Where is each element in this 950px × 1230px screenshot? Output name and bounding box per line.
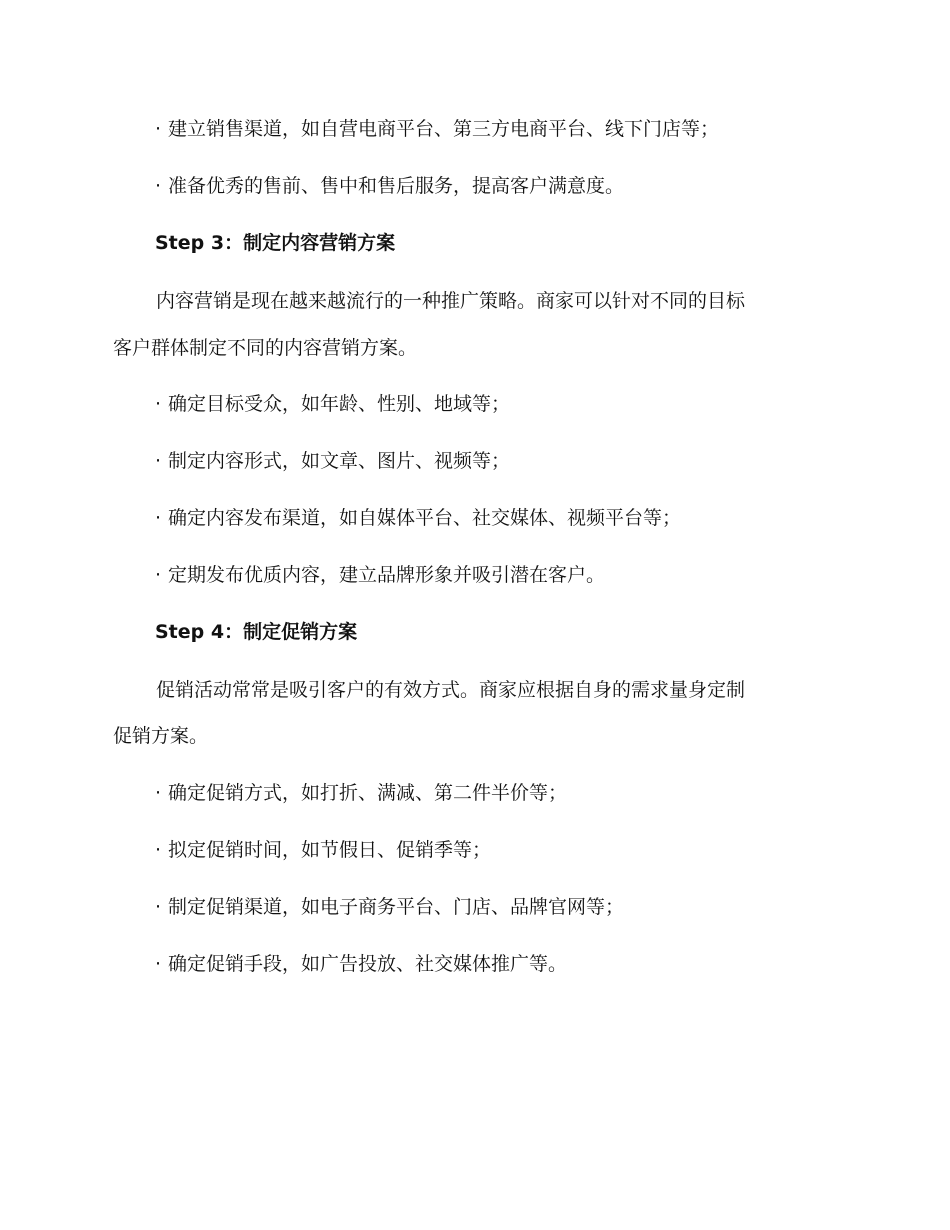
bullet-item [0, 504, 950, 532]
bullet-dot: · [155, 118, 162, 140]
bullet-text: 确定内容发布渠道，如自媒体平台、社交媒体、视频平台等； [168, 507, 682, 529]
step4-paragraph-line: 促销活动常常是吸引客户的有效方式。商家应根据自身的需求量身定制 [156, 679, 746, 701]
bullet-item [0, 893, 950, 921]
bullet-text: 制定促销渠道，如电子商务平台、门店、品牌官网等； [168, 896, 625, 918]
bullet-item [0, 390, 950, 418]
bullet-dot: · [155, 839, 162, 861]
step3-paragraph-line: 内容营销是现在越来越流行的一种推广策略。商家可以针对不同的目标 [156, 290, 746, 312]
bullet-item [0, 561, 950, 589]
step4-heading: Step 4：制定促销方案 [155, 621, 358, 643]
bullet-text: 确定目标受众，如年龄、性别、地域等； [168, 393, 511, 415]
bullet-dot: · [155, 564, 162, 586]
bullet-dot: · [155, 953, 162, 975]
bullet-text: 拟定促销时间，如节假日、促销季等； [168, 839, 492, 861]
bullet-dot: · [155, 896, 162, 918]
bullet-item [0, 172, 950, 200]
bullet-text: 建立销售渠道，如自营电商平台、第三方电商平台、线下门店等； [168, 118, 720, 140]
bullet-item [0, 447, 950, 475]
step3-paragraph-line: 客户群体制定不同的内容营销方案。 [113, 337, 418, 359]
bullet-item [0, 115, 950, 143]
bullet-text: 定期发布优质内容，建立品牌形象并吸引潜在客户。 [168, 564, 606, 586]
step3-heading: Step 3：制定内容营销方案 [155, 232, 396, 254]
bullet-dot: · [155, 175, 162, 197]
bullet-dot: · [155, 507, 162, 529]
bullet-text: 确定促销方式，如打折、满减、第二件半价等； [168, 782, 568, 804]
bullet-text: 确定促销手段，如广告投放、社交媒体推广等。 [168, 953, 568, 975]
bullet-item [0, 950, 950, 978]
bullet-text: 准备优秀的售前、售中和售后服务，提高客户满意度。 [168, 175, 625, 197]
bullet-item [0, 836, 950, 864]
step4-paragraph-line: 促销方案。 [113, 725, 209, 747]
bullet-text: 制定内容形式，如文章、图片、视频等； [168, 450, 511, 472]
bullet-dot: · [155, 450, 162, 472]
bullet-dot: · [155, 393, 162, 415]
bullet-item [0, 779, 950, 807]
bullet-dot: · [155, 782, 162, 804]
